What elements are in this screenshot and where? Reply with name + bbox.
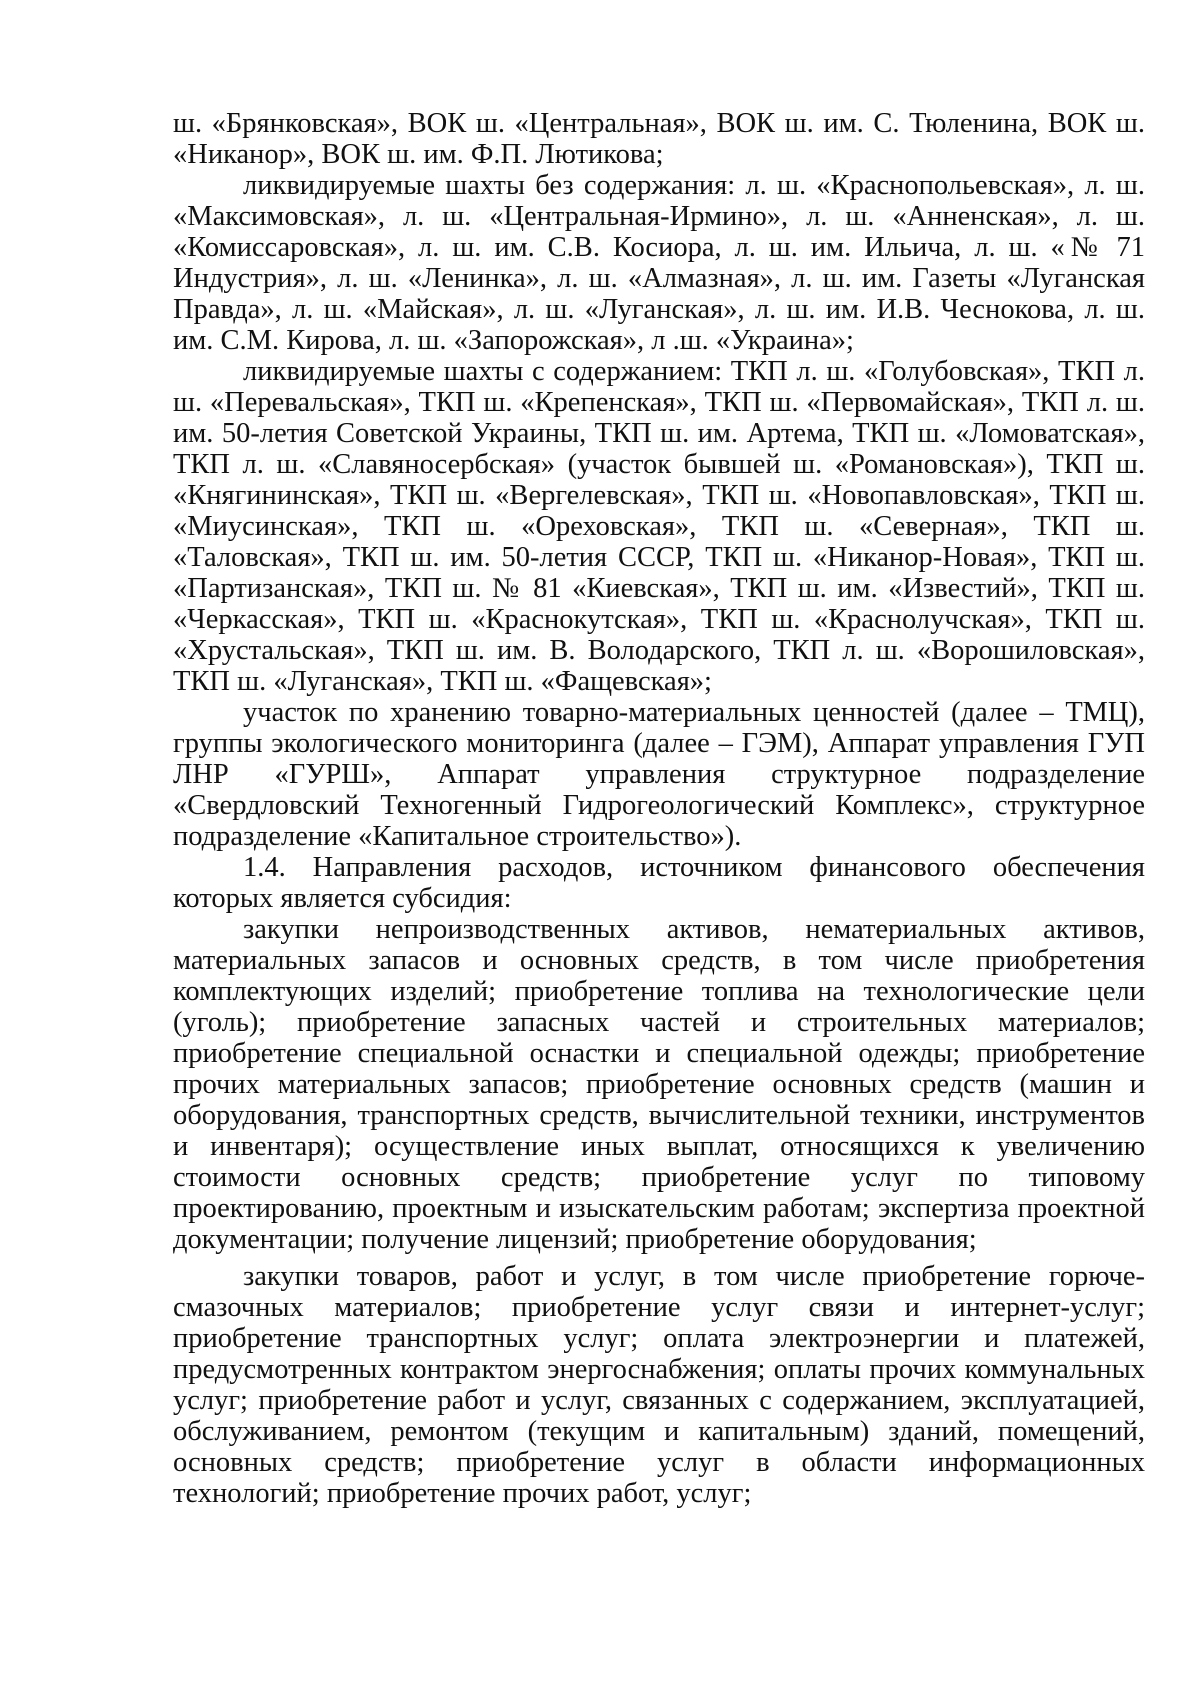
paragraph-liquidated-mines-with-maintenance: ликвидируемые шахты с содержанием: ТКП л. ш. «Голубовская», ТКП л. ш. «Перевальская», ТКП ш. «Крепенская», ТКП ш. «Первомайская», ТКП л. ш. им. 50-летия Советской Украины, ТКП ш. им. Артема, ТКП ш. «Ломоватская», ТКП л. ш. «Славяносербская» (участок бывшей ш. «Романовская»), ТКП ш. «Княгининская», ТКП ш. «Вергелевская», ТКП ш. «Новопавловская», ТКП ш. «Миусинская», ТКП ш. «Ореховская», ТКП ш. «Северная», ТКП ш. «Таловская», ТКП ш. им. 50-летия СССР, ТКП ш. «Никанор-Новая», ТКП ш. «Партизанская», ТКП ш. № 81 «Киевская», ТКП ш. им. «Известий», ТКП ш. «Черкасская», ТКП ш. «Краснокутская», ТКП ш. «Краснолучская», ТКП ш. «Хрустальская», ТКП ш. им. В. Володарского, ТКП л. ш. «Ворошиловская», ТКП ш. «Луганская», ТКП ш. «Фащевская»; bbox=[173, 356, 1145, 697]
document-page bbox=[173, 108, 1145, 1509]
paragraph-goods-works-services: закупки товаров, работ и услуг, в том числе приобретение горюче-смазочных материалов; приобретение услуг связи и интернет-услуг; приобретение транспортных услуг; оплата электроэнергии и платежей, предусмотренных контрактом энергоснабжения; оплаты прочих коммунальных услуг; приобретение работ и услуг, связанных с содержанием, эксплуатацией, обслуживанием, ремонтом (текущим и капитальным) зданий, помещений, основных средств; приобретение услуг в области информационных технологий; приобретение прочих работ, услуг; bbox=[173, 1261, 1145, 1509]
paragraph-mine-list-continuation: ш. «Брянковская», ВОК ш. «Центральная», ВОК ш. им. С. Тюленина, ВОК ш. «Никанор», ВОК ш. им. Ф.П. Лютикова; bbox=[173, 108, 1145, 170]
paragraph-storage-section: участок по хранению товарно-материальных ценностей (далее – ТМЦ), группы экологического мониторинга (далее – ГЭМ), Аппарат управления ГУП ЛНР «ГУРШ», Аппарат управления структурное подразделение «Свердловский Техногенный Гидрогеологический Комплекс», структурное подразделение «Капитальное строительство»). bbox=[173, 697, 1145, 852]
paragraph-liquidated-mines-without-maintenance: ликвидируемые шахты без содержания: л. ш. «Краснопольевская», л. ш. «Максимовская», л. ш. «Центральная-Ирмино», л. ш. «Анненская», л. ш. «Комиссаровская», л. ш. им. С.В. Косиора, л. ш. им. Ильича, л. ш. «№ 71 Индустрия», л. ш. «Ленинка», л. ш. «Алмазная», л. ш. им. Газеты «Луганская Правда», л. ш. «Майская», л. ш. «Луганская», л. ш. им. И.В. Чеснокова, л. ш. им. С.М. Кирова, л. ш. «Запорожская», л .ш. «Украина»; bbox=[173, 170, 1145, 356]
paragraph-section-1-4-heading: 1.4. Направления расходов, источником финансового обеспечения которых является субсидия: bbox=[173, 852, 1145, 914]
paragraph-non-production-assets: закупки непроизводственных активов, нематериальных активов, материальных запасов и основных средств, в том числе приобретения комплектующих изделий; приобретение топлива на технологические цели (уголь); приобретение запасных частей и строительных материалов; приобретение специальной оснастки и специальной одежды; приобретение прочих материальных запасов; приобретение основных средств (машин и оборудования, транспортных средств, вычислительной техники, инструментов и инвентаря); осуществление иных выплат, относящихся к увеличению стоимости основных средств; приобретение услуг по типовому проектированию, проектным и изыскательским работам; экспертиза проектной документации; получение лицензий; приобретение оборудования; bbox=[173, 914, 1145, 1255]
